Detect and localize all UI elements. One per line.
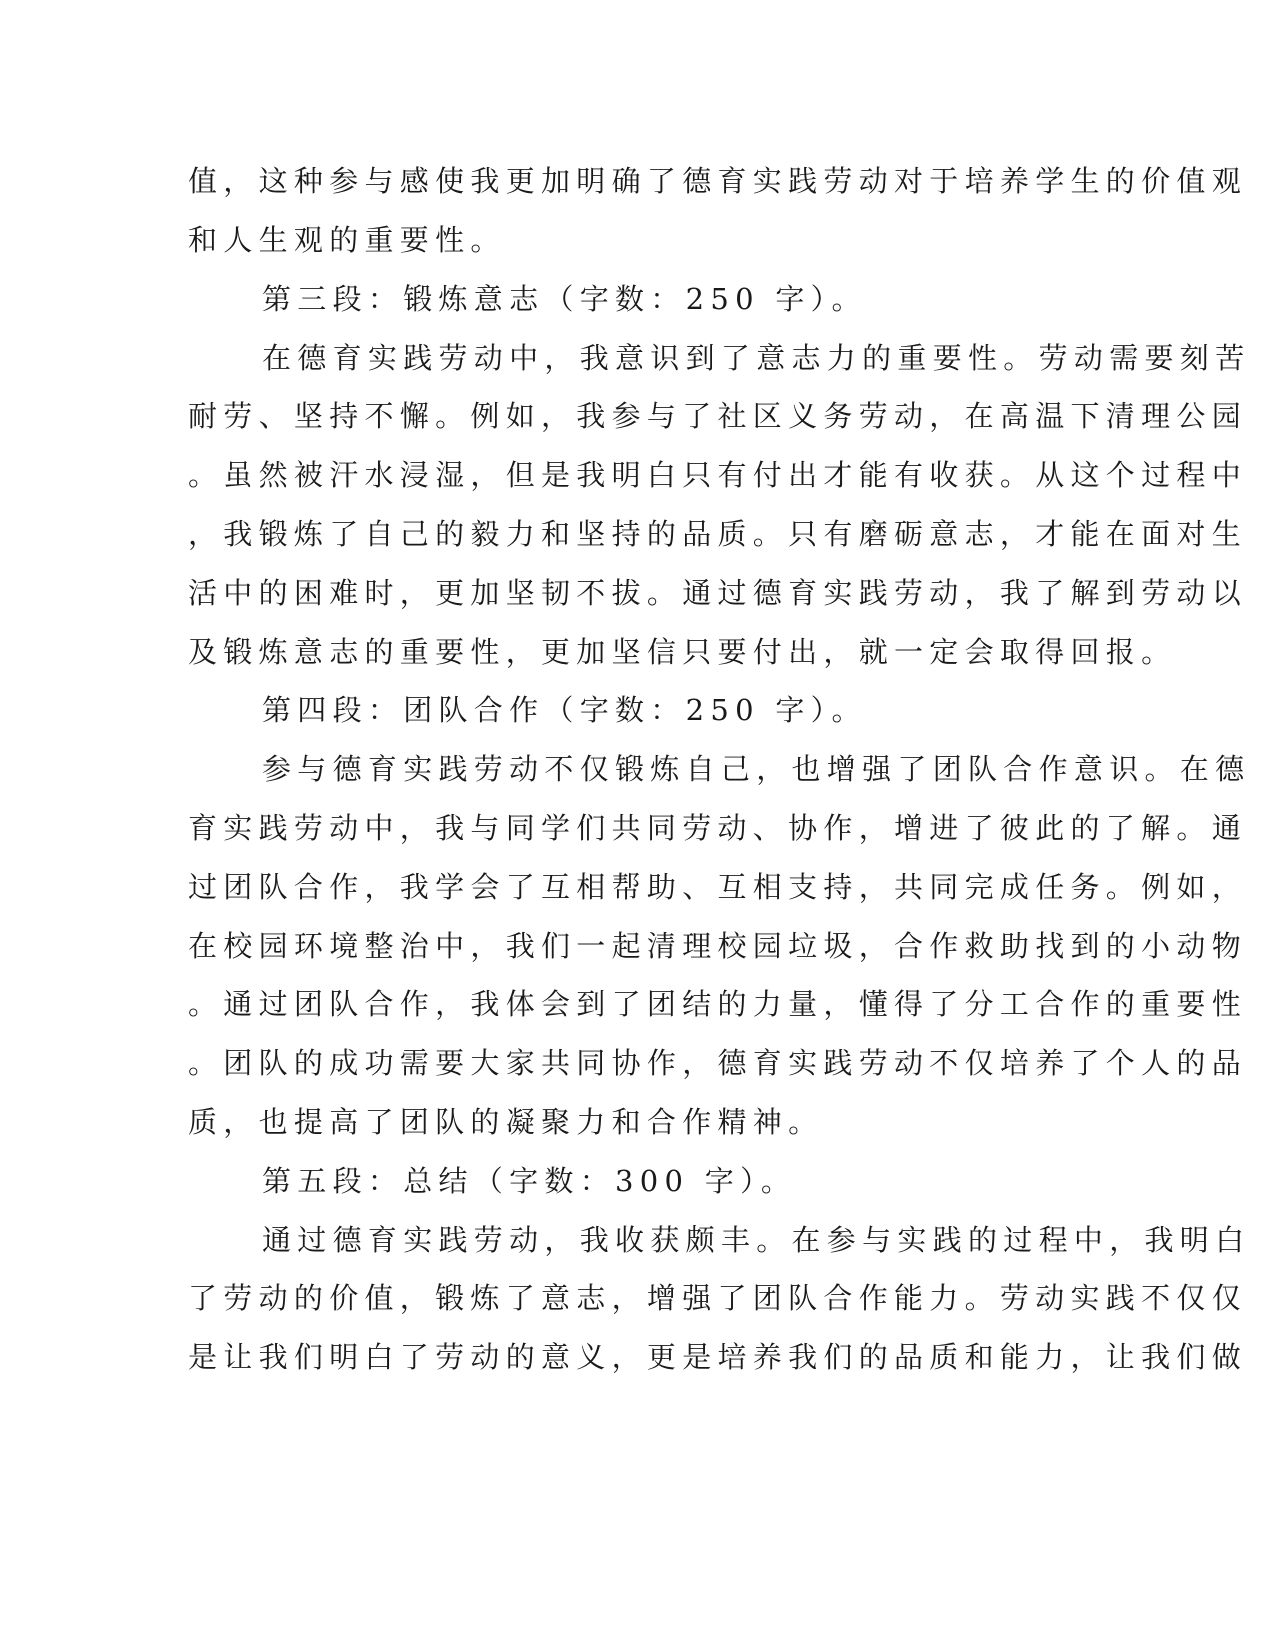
text-line: 活中的困难时，更加坚韧不拔。通过德育实践劳动，我了解到劳动以: [188, 576, 1248, 610]
text-line: 。通过团队合作，我体会到了团结的力量，懂得了分工合作的重要性: [188, 987, 1248, 1021]
section-heading-5: 第五段：总结（字数：300 字）。: [262, 1164, 797, 1198]
text-line: 参与德育实践劳动不仅锻炼自己，也增强了团队合作意识。在德: [262, 752, 1251, 786]
text-line: 在校园环境整治中，我们一起清理校园垃圾，合作救助找到的小动物: [188, 929, 1248, 963]
text-line: 质，也提高了团队的凝聚力和合作精神。: [188, 1105, 824, 1139]
text-line: 及锻炼意志的重要性，更加坚信只要付出，就一定会取得回报。: [188, 635, 1177, 669]
text-line: 育实践劳动中，我与同学们共同劳动、协作，增进了彼此的了解。通: [188, 811, 1248, 845]
text-line: 值，这种参与感使我更加明确了德育实践劳动对于培养学生的价值观: [188, 164, 1248, 198]
text-line: 耐劳、坚持不懈。例如，我参与了社区义务劳动，在高温下清理公园: [188, 399, 1248, 433]
text-line: ，我锻炼了自己的毅力和坚持的品质。只有磨砺意志，才能在面对生: [188, 517, 1248, 551]
text-line: 是让我们明白了劳动的意义，更是培养我们的品质和能力，让我们做: [188, 1340, 1248, 1374]
text-line: 通过德育实践劳动，我收获颇丰。在参与实践的过程中，我明白: [262, 1223, 1251, 1257]
text-line: 了劳动的价值，锻炼了意志，增强了团队合作能力。劳动实践不仅仅: [188, 1281, 1248, 1315]
text-line: 和人生观的重要性。: [188, 223, 506, 257]
section-heading-3: 第三段：锻炼意志（字数：250 字）。: [262, 282, 867, 316]
text-line: 在德育实践劳动中，我意识到了意志力的重要性。劳动需要刻苦: [262, 341, 1251, 375]
text-line: 过团队合作，我学会了互相帮助、互相支持，共同完成任务。例如，: [188, 870, 1248, 904]
section-heading-4: 第四段：团队合作（字数：250 字）。: [262, 693, 867, 727]
text-line: 。团队的成功需要大家共同协作，德育实践劳动不仅培养了个人的品: [188, 1046, 1248, 1080]
text-line: 。虽然被汗水浸湿，但是我明白只有付出才能有收获。从这个过程中: [188, 458, 1248, 492]
